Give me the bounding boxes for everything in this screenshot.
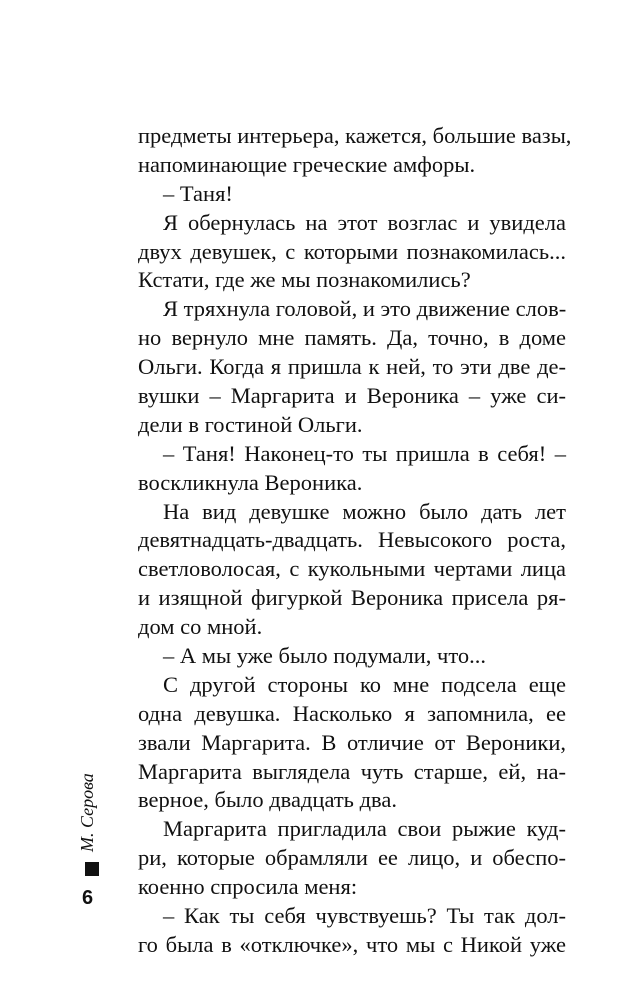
text-line: – Таня! bbox=[163, 180, 233, 206]
text-line: вушки – Маргарита и Вероника – уже си- bbox=[138, 383, 566, 409]
page-marker-square bbox=[85, 862, 99, 876]
text-line: дели в гостиной Ольги. bbox=[138, 411, 363, 437]
text-line: Ольги. Когда я пришла к ней, то эти две де- bbox=[138, 354, 566, 380]
text-line: светловолосая, с кукольными чертами лица bbox=[138, 556, 566, 582]
text-line: Я тряхнула головой, и это движение слов- bbox=[163, 296, 567, 322]
text-line: девятнадцать-двадцать. Невысокого роста, bbox=[138, 527, 566, 553]
text-line: воскликнула Вероника. bbox=[138, 469, 363, 495]
text-line: коенно спросила меня: bbox=[138, 874, 358, 900]
text-line: напоминающие греческие амфоры. bbox=[138, 151, 476, 177]
text-line: го была в «отключке», что мы с Никой уже bbox=[138, 931, 566, 957]
text-line: – Таня! Наконец-то ты пришла в себя! – bbox=[163, 440, 566, 466]
text-line: С другой стороны ко мне подсела еще bbox=[163, 671, 566, 697]
running-head-author: М. Серова bbox=[77, 773, 97, 852]
text-line: – А мы уже было подумали, что... bbox=[163, 643, 487, 669]
text-line: Маргарита выглядела чуть старше, ей, на- bbox=[138, 758, 566, 784]
text-line: дом со мной. bbox=[138, 614, 263, 640]
text-line: звали Маргарита. В отличие от Вероники, bbox=[138, 729, 566, 755]
page-body-text bbox=[138, 122, 572, 960]
text-line: – Как ты себя чувствуешь? Ты так дол- bbox=[163, 903, 566, 929]
text-line: и изящной фигуркой Вероника присела ря- bbox=[138, 585, 566, 611]
text-line: Я обернулась на этот возглас и увидела bbox=[163, 209, 566, 235]
text-line: На вид девушке можно было дать лет bbox=[163, 498, 566, 524]
text-line: Кстати, где же мы познакомились? bbox=[138, 267, 471, 293]
text-line: одна девушка. Насколько я запомнила, ее bbox=[138, 700, 566, 726]
text-line: но вернуло мне память. Да, точно, в доме bbox=[138, 325, 566, 351]
text-line: верное, было двадцать два. bbox=[138, 787, 397, 813]
text-line: Маргарита пригладила свои рыжие куд- bbox=[163, 816, 566, 842]
text-line: предметы интерьера, кажется, большие вазы, bbox=[138, 123, 572, 148]
text-line: двух девушек, с которыми познакомилась... bbox=[138, 238, 566, 264]
page-number: 6 bbox=[82, 887, 94, 909]
text-line: ри, которые обрамляли ее лицо, и обеспо- bbox=[138, 845, 566, 871]
